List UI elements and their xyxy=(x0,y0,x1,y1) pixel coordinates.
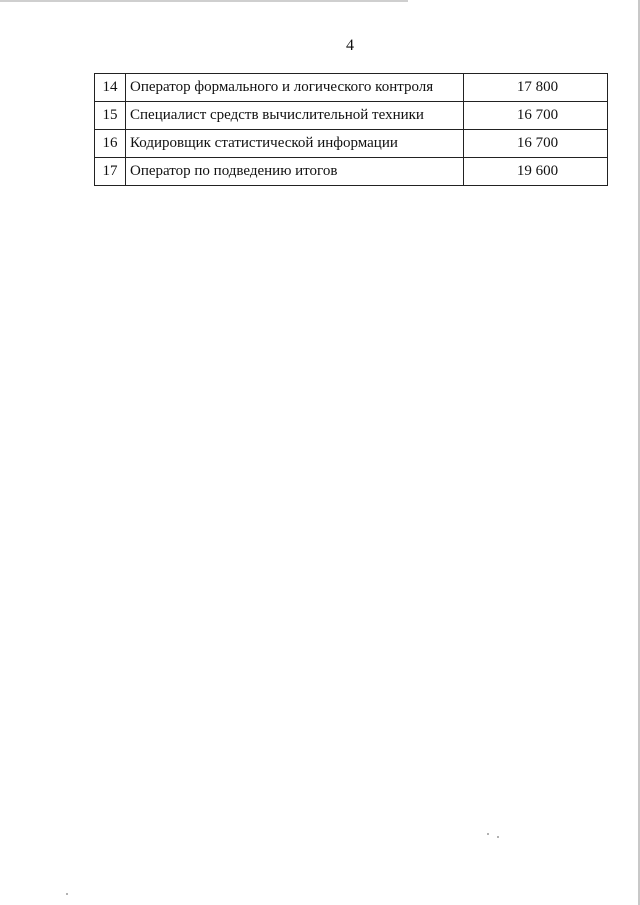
positions-table xyxy=(94,73,608,186)
position-name: Кодировщик статистической информации xyxy=(126,130,464,158)
position-name: Оператор формального и логического контроля xyxy=(126,74,464,102)
page-number: 4 xyxy=(346,37,354,54)
salary-amount: 17 800 xyxy=(464,74,608,102)
table-row xyxy=(95,130,608,158)
row-number: 14 xyxy=(95,74,126,102)
position-name: Специалист средств вычислительной техники xyxy=(126,102,464,130)
salary-amount: 16 700 xyxy=(464,130,608,158)
salary-amount: 16 700 xyxy=(464,102,608,130)
table-row xyxy=(95,158,608,186)
scan-speck xyxy=(487,833,489,835)
scan-edge-top xyxy=(0,0,408,2)
table-row xyxy=(95,102,608,130)
row-number: 17 xyxy=(95,158,126,186)
scan-speck xyxy=(497,836,499,838)
row-number: 16 xyxy=(95,130,126,158)
position-name: Оператор по подведению итогов xyxy=(126,158,464,186)
table-row xyxy=(95,74,608,102)
row-number: 15 xyxy=(95,102,126,130)
scan-speck xyxy=(66,893,68,895)
salary-amount: 19 600 xyxy=(464,158,608,186)
